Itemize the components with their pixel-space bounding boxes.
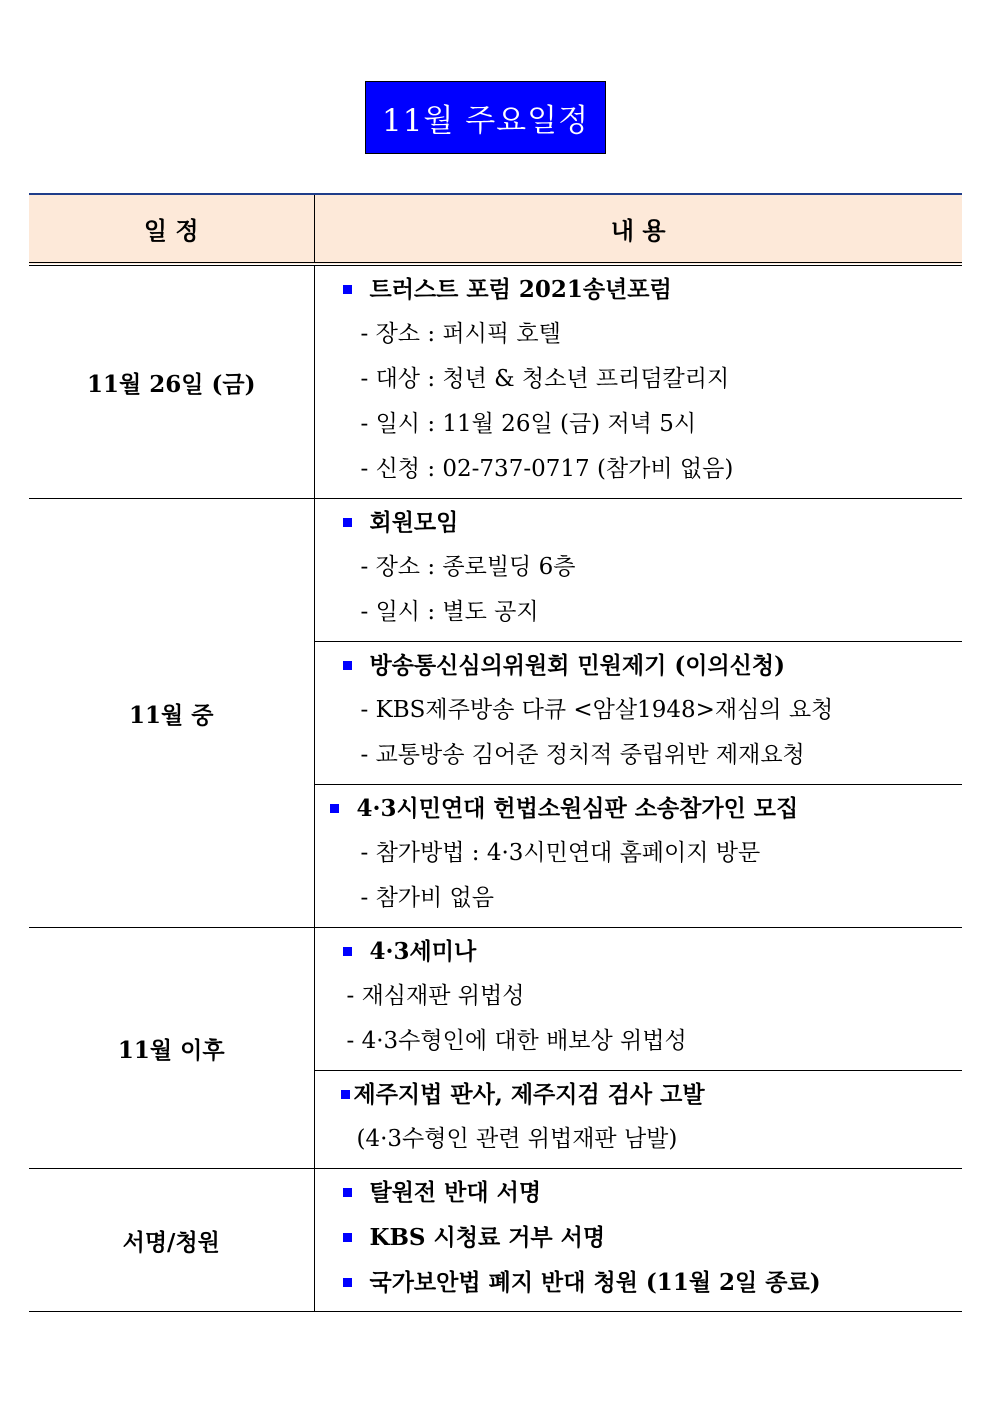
event-heading (315, 499, 963, 545)
event-heading (315, 928, 963, 974)
petition-item-text: 탈원전 반대 서명 (369, 1179, 542, 1206)
table-row (29, 928, 962, 1071)
row-date: 서명/청원 (29, 1169, 314, 1312)
square-bullet-icon (343, 1278, 352, 1287)
header-date: 일 정 (29, 194, 314, 264)
row-date: 11월 26일 (금) (29, 264, 314, 499)
square-bullet-icon (343, 1188, 352, 1197)
square-bullet-icon (343, 661, 352, 670)
petition-item (315, 1169, 963, 1215)
detail-line: - 참가방법 : 4·3시민연대 홈페이지 방문 (360, 840, 761, 866)
event-heading (315, 266, 963, 312)
square-bullet-icon (343, 518, 352, 527)
petition-item (315, 1215, 963, 1260)
table-header-row (29, 194, 962, 264)
header-content: 내 용 (314, 194, 962, 264)
petition-item (315, 1260, 963, 1305)
event-heading-text: 제주지법 판사, 제주지검 검사 고발 (353, 1081, 705, 1108)
detail-line: - 장소 : 퍼시픽 호텔 (360, 321, 561, 347)
row-date: 11월 이후 (29, 928, 314, 1169)
row-date: 11월 중 (29, 499, 314, 928)
row-content (314, 499, 962, 642)
square-bullet-icon (343, 1233, 352, 1242)
event-heading (315, 1071, 963, 1117)
page-title: 11월 주요일정 (365, 81, 606, 154)
detail-line: - 참가비 없음 (360, 885, 494, 911)
square-bullet-icon (343, 285, 352, 294)
detail-line: - KBS제주방송 다큐 <암살1948>재심의 요청 (360, 697, 834, 723)
row-content (314, 928, 962, 1071)
square-bullet-icon (341, 1090, 350, 1099)
event-heading (315, 642, 963, 688)
square-bullet-icon (330, 804, 339, 813)
detail-line: - 대상 : 청년 & 청소년 프리덤칼리지 (360, 366, 730, 392)
event-heading-text: 4·3세미나 (369, 938, 477, 965)
detail-line: - 재심재판 위법성 (346, 983, 525, 1009)
detail-line: - 장소 : 종로빌딩 6층 (360, 554, 576, 580)
schedule-table (29, 193, 962, 1312)
detail-line: (4·3수형인 관련 위법재판 남발) (356, 1126, 678, 1152)
detail-line: - 4·3수형인에 대한 배보상 위법성 (346, 1028, 687, 1054)
table-row (29, 264, 962, 499)
event-heading-text: 트러스트 포럼 2021송년포럼 (369, 276, 672, 303)
petition-item-text: 국가보안법 폐지 반대 청원 (11월 2일 종료) (369, 1269, 821, 1296)
row-content (314, 642, 962, 785)
detail-line: - 일시 : 11월 26일 (금) 저녁 5시 (360, 411, 697, 437)
event-heading-text: 방송통신심의위원회 민원제기 (이의신청) (369, 652, 785, 679)
row-content (314, 1071, 962, 1169)
event-heading-text: 회원모임 (369, 509, 459, 536)
row-content (314, 1169, 962, 1312)
square-bullet-icon (343, 947, 352, 956)
event-heading-text: 4·3시민연대 헌법소원심판 소송참가인 모집 (356, 795, 799, 822)
row-content (314, 264, 962, 499)
row-content (314, 785, 962, 928)
table-row (29, 1169, 962, 1312)
detail-line: - 신청 : 02-737-0717 (참가비 없음) (360, 456, 734, 482)
detail-line: - 교통방송 김어준 정치적 중립위반 제재요청 (360, 742, 805, 768)
petition-item-text: KBS 시청료 거부 서명 (369, 1224, 606, 1251)
detail-line: - 일시 : 별도 공지 (360, 599, 539, 625)
event-heading (315, 785, 963, 831)
table-row (29, 499, 962, 642)
